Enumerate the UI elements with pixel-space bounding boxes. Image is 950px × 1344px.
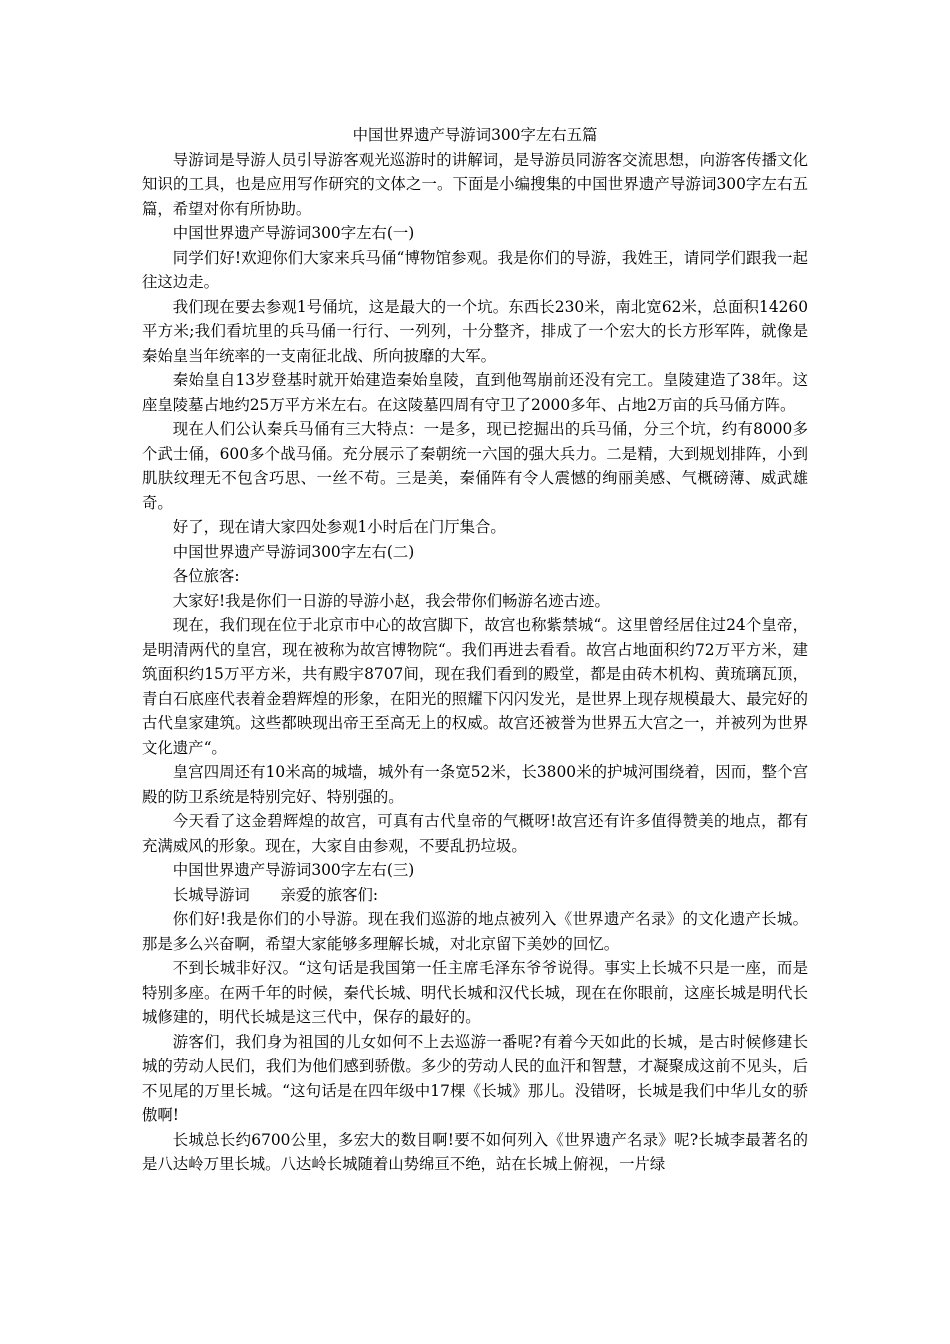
paragraph: 我们现在要去参观1号俑坑，这是最大的一个坑。东西长230米，南北宽62米，总面积14260平方米;我们看坑里的兵马俑一行行、一列列，十分整齐，排成了一个宏大的长方形军阵，就像是秦始皇当年统率的一支南征北战、所向披靡的大军。	[142, 297, 808, 365]
paragraph: 长城总长约6700公里，多宏大的数目啊!要不如何列入《世界遗产名录》呢?长城李最著名的是八达岭万里长城。八达岭长城随着山势绵亘不绝，站在长城上俯视，一片绿	[142, 1130, 808, 1173]
paragraph: 你们好!我是你们的小导游。现在我们巡游的地点被列入《世界遗产名录》的文化遗产长城。那是多么兴奋啊，希望大家能够多理解长城，对北京留下美妙的回忆。	[142, 910, 808, 953]
paragraph: 好了，现在请大家四处参观1小时后在门厅集合。	[172, 518, 506, 536]
paragraph: 导游词是导游人员引导游客观光巡游时的讲解词，是导游员同游客交流思想，向游客传播文化知识的工具，也是应用写作研究的文体之一。下面是小编搜集的中国世界遗产导游词300字左右五篇，希望对你有所协助。	[142, 150, 808, 218]
section-heading: 中国世界遗产导游词300字左右(二)	[172, 542, 415, 561]
paragraph: 大家好!我是你们一日游的导游小赵，我会带你们畅游名迹古迹。	[172, 591, 610, 610]
paragraph: 皇宫四周还有10米高的城墙，城外有一条宽52米，长3800米的护城河围绕着，因而，整个宫殿的防卫系统是特别完好、特别强的。	[142, 763, 808, 806]
paragraph: 现在人们公认秦兵马俑有三大特点：一是多，现已挖掘出的兵马俑，分三个坑，约有8000多个武士俑，600多个战马俑。充分展示了秦朝统一六国的强大兵力。二是精，大到规划排阵，小到肌肤纹理无不包含巧思、一丝不苟。三是美，秦俑阵有令人震憾的绚丽美感、气概磅薄、威武雄奇。	[142, 420, 808, 512]
paragraph: 秦始皇自13岁登基时就开始建造秦始皇陵，直到他驾崩前还没有完工。皇陵建造了38年。这座皇陵墓占地约25万平方米左右。在这陵墓四周有守卫了2000多年、占地2万亩的兵马俑方阵。	[142, 371, 808, 414]
paragraph: 游客们，我们身为祖国的儿女如何不上去巡游一番呢?有着今天如此的长城，是古时候修建长城的劳动人民们，我们为他们感到骄傲。多少的劳动人民的血汗和智慧，才凝聚成这前不见头，后不见尾的万里长城。“这句话是在四年级中17棵《长城》那儿。没错呀，长城是我们中华儿女的骄傲啊!	[142, 1032, 808, 1124]
paragraph: 各位旅客:	[172, 567, 240, 585]
paragraph: 今天看了这金碧辉煌的故宫，可真有古代皇帝的气概呀!故宫还有许多值得赞美的地点，都有充满威风的形象。现在，大家自由参观，不要乱扔垃圾。	[142, 812, 808, 855]
document-title: 中国世界遗产导游词300字左右五篇	[352, 126, 598, 144]
paragraph: 同学们好!欢迎你们大家来兵马俑“博物馆参观。我是你们的导游，我姓王，请同学们跟我一起往这边走。	[142, 248, 808, 291]
paragraph: 不到长城非好汉。“这句话是我国第一任主席毛泽东爷爷说得。事实上长城不只是一座，而是特别多座。在两千年的时候，秦代长城、明代长城和汉代长城，现在在你眼前，这座长城是明代长城修建的，明代长城是这三代中，保存的最好的。	[142, 959, 808, 1026]
document-blocks	[142, 148, 808, 1177]
document-body	[142, 123, 808, 1177]
paragraph: 现在，我们现在位于北京市中心的故宫脚下，故宫也称紫禁城“。这里曾经居住过24个皇帝，是明清两代的皇宫，现在被称为故宫博物院“。我们再进去看看。故宫占地面积约72万平方米，建筑面积约15万平方米，共有殿宇8707间，现在我们看到的殿堂，都是由砖木机构、黄琉璃瓦顶，青白石底座代表着金碧辉煌的形象，在阳光的照耀下闪闪发光，是世界上现存规模最大、最完好的古代皇家建筑。这些都映现出帝王至高无上的权威。故宫还被誉为世界五大宫之一，并被列为世界文化遗产“。	[142, 616, 808, 757]
section-heading: 中国世界遗产导游词300字左右(三)	[172, 861, 415, 879]
paragraph: 长城导游词 亲爱的旅客们:	[172, 885, 379, 904]
section-heading: 中国世界遗产导游词300字左右(一)	[172, 224, 415, 242]
